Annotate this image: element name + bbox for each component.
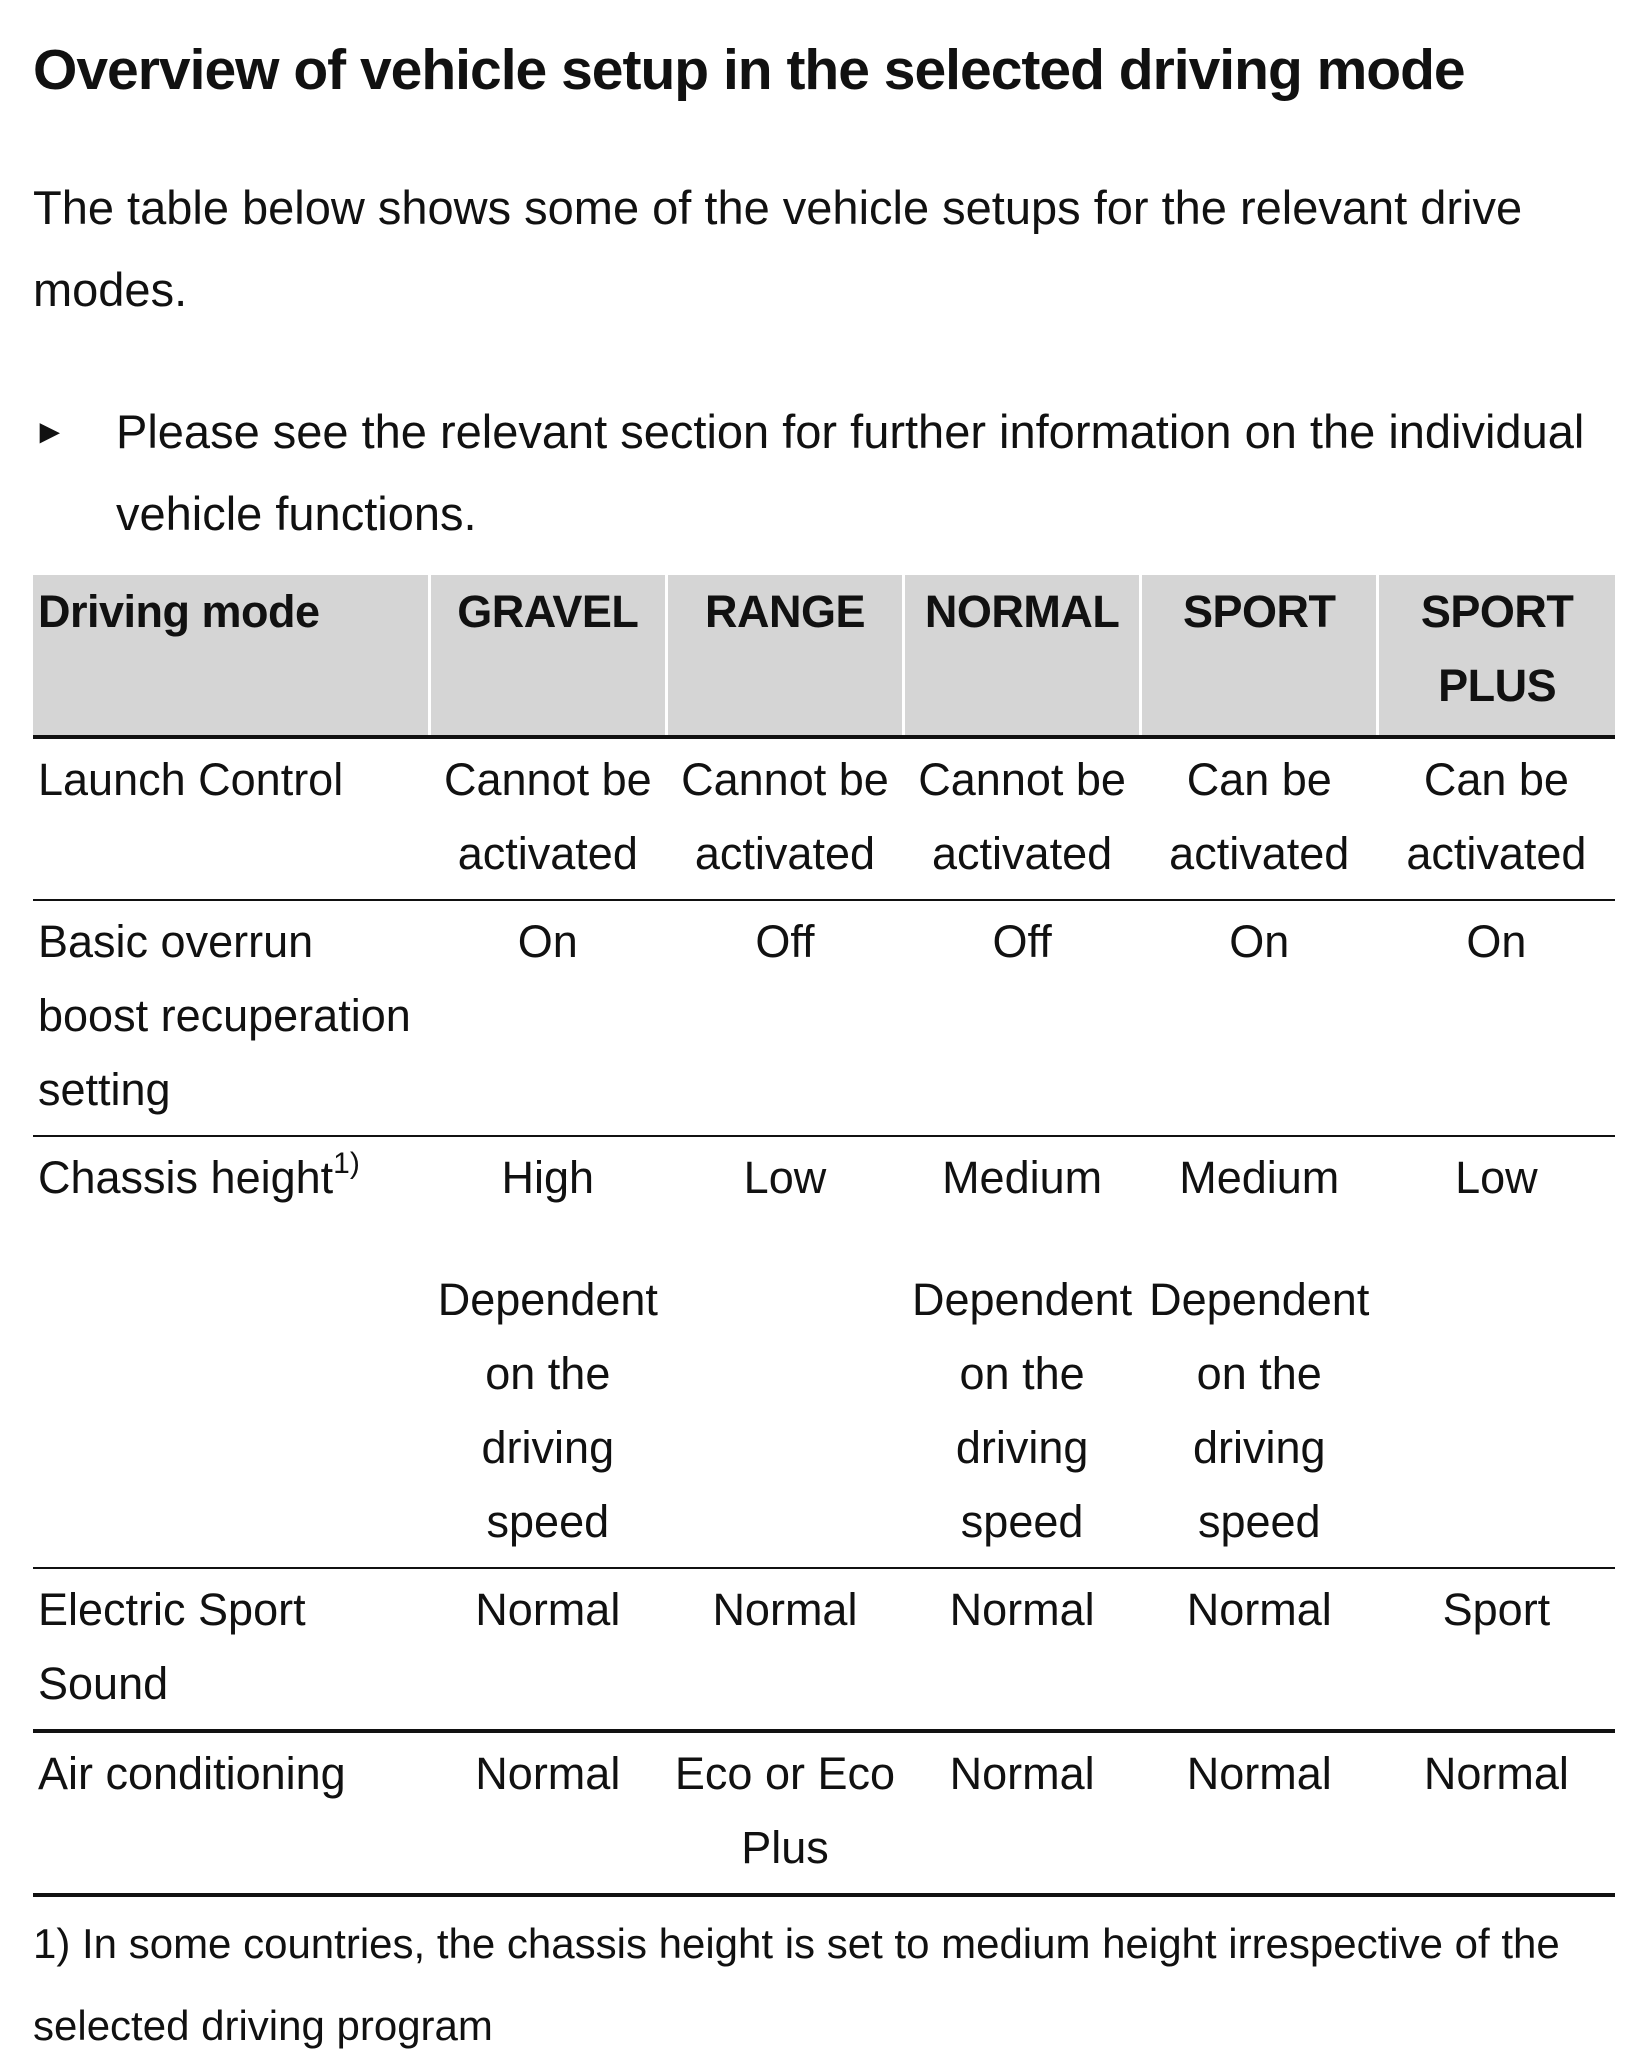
- table-cell: On: [1378, 900, 1615, 1136]
- table-cell: Off: [666, 900, 903, 1136]
- table-cell: Normal: [904, 1568, 1141, 1731]
- triangle-arrow-icon: ►: [33, 413, 67, 451]
- cell-note: Dependent on the driving speed: [437, 1274, 658, 1547]
- table-cell: [666, 1136, 903, 1568]
- table-cell: Normal: [429, 1731, 666, 1895]
- cell-value: High: [501, 1152, 595, 1203]
- table-row-overrun-recuperation: [33, 900, 1615, 1136]
- row-label: Launch Control: [33, 737, 429, 900]
- cell-value: Low: [1455, 1152, 1538, 1203]
- table-row-launch-control: [33, 737, 1615, 900]
- footnote-marker: 1): [333, 1147, 360, 1180]
- header-sport-plus: SPORT PLUS: [1378, 575, 1615, 737]
- row-label: [33, 1136, 429, 1568]
- table-cell: Normal: [1141, 1731, 1378, 1895]
- table-cell: Normal: [1378, 1731, 1615, 1895]
- intro-paragraph: The table below shows some of the vehicle setups for the relevant drive modes.: [33, 181, 1523, 316]
- cell-value: Low: [743, 1152, 827, 1203]
- table-cell: Cannot be activated: [429, 737, 666, 900]
- table-cell: Can be activated: [1141, 737, 1378, 900]
- driving-mode-table: [33, 575, 1615, 1897]
- document-page: [33, 30, 1615, 2067]
- row-label: Basic overrun boost recuperation setting: [33, 900, 429, 1136]
- table-cell: [1378, 1136, 1615, 1568]
- page-title: Overview of vehicle setup in the selected driving mode: [33, 38, 1465, 102]
- header-sport: SPORT: [1141, 575, 1378, 737]
- instruction-bullet: [33, 391, 1615, 555]
- cell-value: Medium: [1179, 1152, 1340, 1203]
- table-cell: [904, 1136, 1141, 1568]
- cell-note: Dependent on the driving speed: [1149, 1274, 1370, 1547]
- table-cell: On: [429, 900, 666, 1136]
- table-header-row: [33, 575, 1615, 737]
- table-cell: Normal: [1141, 1568, 1378, 1731]
- instruction-text: Please see the relevant section for further information on the individual vehicle functions.: [116, 405, 1585, 540]
- table-row-electric-sport-sound: [33, 1568, 1615, 1731]
- table-cell: [1141, 1136, 1378, 1568]
- header-gravel: GRAVEL: [429, 575, 666, 737]
- row-label: Electric Sport Sound: [33, 1568, 429, 1731]
- table-cell: Normal: [429, 1568, 666, 1731]
- table-row-air-conditioning: [33, 1731, 1615, 1895]
- row-label: Air conditioning: [33, 1731, 429, 1895]
- header-normal: NORMAL: [904, 575, 1141, 737]
- table-cell: Cannot be activated: [666, 737, 903, 900]
- table-cell: Can be activated: [1378, 737, 1615, 900]
- table-cell: Cannot be activated: [904, 737, 1141, 900]
- table-cell: Normal: [666, 1568, 903, 1731]
- header-driving-mode: Driving mode: [33, 575, 429, 737]
- table-cell: [429, 1136, 666, 1568]
- header-range: RANGE: [666, 575, 903, 737]
- table-cell: Off: [904, 900, 1141, 1136]
- table-cell: On: [1141, 900, 1378, 1136]
- row-label-text: Chassis height: [38, 1152, 334, 1203]
- table-cell: Eco or Eco Plus: [666, 1731, 903, 1895]
- cell-note: Dependent on the driving speed: [912, 1274, 1133, 1547]
- table-footnote: 1) In some countries, the chassis height is set to medium height irrespective of the selected driving program: [33, 1920, 1560, 2049]
- table-cell: Sport: [1378, 1568, 1615, 1731]
- table-cell: Normal: [904, 1731, 1141, 1895]
- cell-value: Medium: [942, 1152, 1103, 1203]
- table-row-chassis-height: [33, 1136, 1615, 1568]
